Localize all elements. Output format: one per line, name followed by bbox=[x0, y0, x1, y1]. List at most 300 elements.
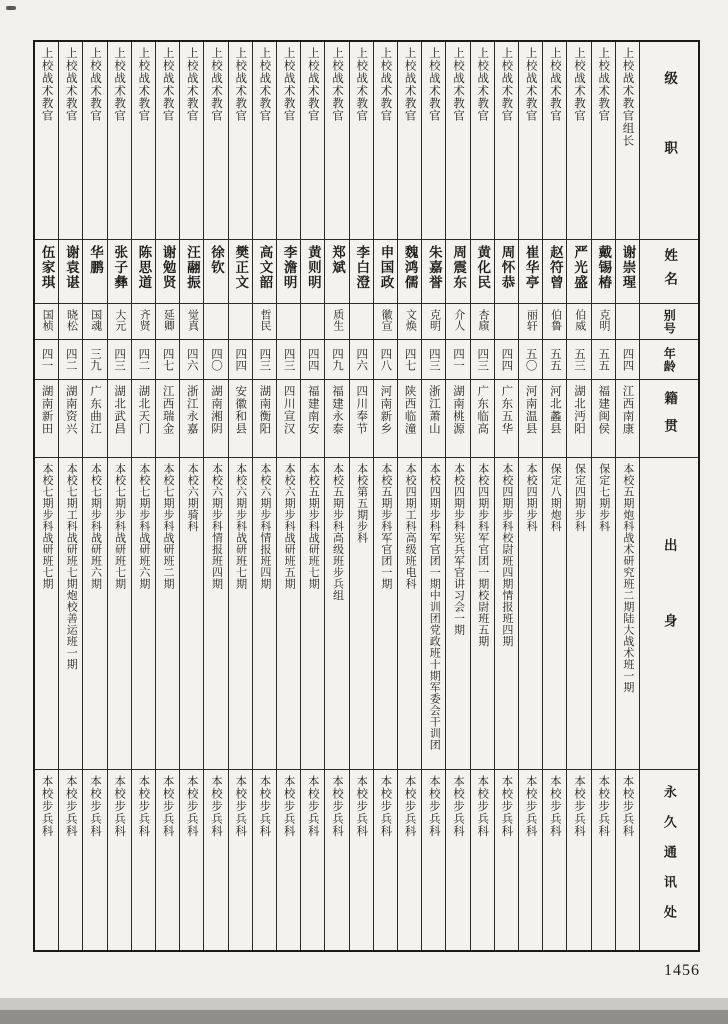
person-age-cell bbox=[374, 340, 397, 380]
person-rank-cell bbox=[422, 42, 445, 240]
person-address-cell bbox=[325, 770, 348, 950]
person-column bbox=[398, 42, 422, 950]
person-native-cell bbox=[592, 380, 615, 458]
person-age-cell bbox=[35, 340, 58, 380]
person-name-cell bbox=[519, 240, 542, 304]
person-background-cell bbox=[616, 458, 639, 770]
person-rank-cell bbox=[471, 42, 494, 240]
person-rank-cell bbox=[253, 42, 276, 240]
person-rank: 上校战术教官 bbox=[185, 47, 198, 122]
person-address-cell bbox=[108, 770, 131, 950]
person-name-cell bbox=[616, 240, 639, 304]
person-background: 本校七期步科战研班七期 bbox=[41, 463, 54, 590]
person-name-cell bbox=[446, 240, 469, 304]
person-background: 本校第五期步科 bbox=[355, 463, 368, 544]
scan-artifact bbox=[6, 6, 16, 10]
person-age-cell bbox=[301, 340, 324, 380]
person-hao-cell bbox=[108, 304, 131, 340]
person-background-cell bbox=[325, 458, 348, 770]
person-rank-cell bbox=[543, 42, 566, 240]
person-age-cell bbox=[132, 340, 155, 380]
person-background: 本校六期步科情报班四期 bbox=[210, 463, 223, 590]
person-name: 郑斌 bbox=[330, 245, 346, 275]
person-background-cell bbox=[156, 458, 179, 770]
person-hao-cell bbox=[398, 304, 421, 340]
person-column bbox=[277, 42, 301, 950]
person-hao-cell bbox=[592, 304, 615, 340]
person-rank-cell bbox=[204, 42, 227, 240]
person-name-cell bbox=[204, 240, 227, 304]
person-native-cell bbox=[59, 380, 82, 458]
person-native: 浙江永嘉 bbox=[185, 385, 198, 435]
person-name: 申国政 bbox=[378, 245, 394, 290]
person-background: 保定八期炮科 bbox=[549, 463, 562, 532]
person-address: 本校步兵科 bbox=[597, 775, 610, 838]
person-age: 五五 bbox=[597, 348, 610, 371]
person-background-cell bbox=[253, 458, 276, 770]
person-hao-cell bbox=[446, 304, 469, 340]
person-rank: 上校战术教官 bbox=[113, 47, 126, 122]
person-name-cell bbox=[398, 240, 421, 304]
person-background-cell bbox=[495, 458, 518, 770]
person-age-cell bbox=[592, 340, 615, 380]
person-age: 四八 bbox=[379, 348, 392, 371]
header-permanent-address-label: 永久通讯处 bbox=[661, 785, 677, 935]
person-hao: 国魂 bbox=[89, 309, 102, 331]
person-name-cell bbox=[156, 240, 179, 304]
person-rank: 上校战术教官 bbox=[403, 47, 416, 122]
person-native-cell bbox=[83, 380, 106, 458]
person-native: 河南温县 bbox=[524, 385, 537, 435]
person-native-cell bbox=[229, 380, 252, 458]
header-permanent-address bbox=[640, 770, 698, 950]
person-hao: 国桢 bbox=[41, 309, 54, 331]
person-hao-cell bbox=[374, 304, 397, 340]
person-rank: 上校战术教官 bbox=[64, 47, 77, 122]
person-name-cell bbox=[277, 240, 300, 304]
person-column bbox=[495, 42, 519, 950]
person-hao: 质生 bbox=[331, 309, 344, 331]
person-address-cell bbox=[471, 770, 494, 950]
person-name-cell bbox=[592, 240, 615, 304]
person-age: 四三 bbox=[282, 348, 295, 371]
person-rank-cell bbox=[519, 42, 542, 240]
person-age-cell bbox=[519, 340, 542, 380]
person-address-cell bbox=[616, 770, 639, 950]
person-hao: 丽轩 bbox=[525, 309, 538, 331]
person-address-cell bbox=[277, 770, 300, 950]
person-age: 四七 bbox=[161, 348, 174, 371]
person-address-cell bbox=[35, 770, 58, 950]
person-rank-cell bbox=[229, 42, 252, 240]
person-hao-cell bbox=[301, 304, 324, 340]
person-age-cell bbox=[350, 340, 373, 380]
person-native-cell bbox=[446, 380, 469, 458]
person-name: 伍家琪 bbox=[39, 245, 55, 290]
person-hao: 伯鲁 bbox=[549, 309, 562, 331]
person-rank: 上校战术教官 bbox=[234, 47, 247, 122]
person-rank-cell bbox=[495, 42, 518, 240]
person-native: 湖南湘阴 bbox=[209, 385, 222, 435]
header-courtesy-name-label: 别号 bbox=[662, 308, 677, 335]
person-address-cell bbox=[156, 770, 179, 950]
person-name: 谢袁谌 bbox=[63, 245, 79, 290]
person-column bbox=[592, 42, 616, 950]
person-name-cell bbox=[108, 240, 131, 304]
person-hao-cell bbox=[35, 304, 58, 340]
person-address-cell bbox=[374, 770, 397, 950]
person-name-cell bbox=[567, 240, 590, 304]
person-address: 本校步兵科 bbox=[621, 775, 634, 838]
person-age-cell bbox=[59, 340, 82, 380]
person-age: 四三 bbox=[258, 348, 271, 371]
person-rank-cell bbox=[567, 42, 590, 240]
person-native-cell bbox=[374, 380, 397, 458]
person-background: 本校四期步科军官团一期中训团党政班十期军委会干训团 bbox=[428, 463, 441, 751]
person-native: 河南新乡 bbox=[379, 385, 392, 435]
header-column bbox=[640, 42, 698, 950]
person-hao: 晓松 bbox=[65, 309, 78, 331]
person-hao-cell bbox=[132, 304, 155, 340]
person-address-cell bbox=[132, 770, 155, 950]
person-name: 汪翮振 bbox=[184, 245, 200, 290]
header-courtesy-name bbox=[640, 304, 698, 340]
person-native: 湖北沔阳 bbox=[573, 385, 586, 435]
person-native-cell bbox=[204, 380, 227, 458]
person-background-cell bbox=[108, 458, 131, 770]
person-address: 本校步兵科 bbox=[113, 775, 126, 838]
person-age: 四一 bbox=[452, 348, 465, 371]
person-native-cell bbox=[350, 380, 373, 458]
person-name: 赵符曾 bbox=[547, 245, 563, 290]
person-name: 魏鸿儒 bbox=[402, 245, 418, 290]
person-name: 谢勉贤 bbox=[160, 245, 176, 290]
person-hao-cell bbox=[277, 304, 300, 340]
person-rank: 上校战术教官 bbox=[500, 47, 513, 122]
person-background: 本校五期步科战研班七期 bbox=[307, 463, 320, 590]
person-background: 本校四期步科校尉班四期情报班四期 bbox=[500, 463, 513, 647]
person-name-cell bbox=[35, 240, 58, 304]
person-native: 湖北天门 bbox=[137, 385, 150, 435]
person-age: 三九 bbox=[88, 348, 101, 371]
person-address-cell bbox=[398, 770, 421, 950]
person-rank: 上校战术教官 bbox=[331, 47, 343, 122]
person-background-cell bbox=[301, 458, 324, 770]
person-age-cell bbox=[422, 340, 445, 380]
person-rank-cell bbox=[616, 42, 639, 240]
person-hao: 徽宣 bbox=[380, 309, 393, 331]
person-native: 河北蠡县 bbox=[548, 385, 561, 435]
header-age bbox=[640, 340, 698, 380]
person-native-cell bbox=[253, 380, 276, 458]
person-background-cell bbox=[471, 458, 494, 770]
person-native: 福建永泰 bbox=[331, 385, 343, 435]
person-age: 四六 bbox=[355, 348, 368, 371]
person-rank-cell bbox=[108, 42, 131, 240]
person-background: 本校五期步科军官团一期 bbox=[379, 463, 392, 590]
person-native-cell bbox=[108, 380, 131, 458]
person-hao-cell bbox=[229, 304, 252, 340]
person-native: 安徽和县 bbox=[234, 385, 247, 435]
person-column bbox=[108, 42, 132, 950]
person-age: 五五 bbox=[548, 348, 561, 371]
person-age: 四三 bbox=[476, 348, 489, 371]
person-background: 本校七期步科战研班六期 bbox=[89, 463, 102, 590]
person-rank-cell bbox=[301, 42, 324, 240]
person-background: 本校六期骑科 bbox=[186, 463, 199, 532]
person-address-cell bbox=[519, 770, 542, 950]
person-column bbox=[616, 42, 640, 950]
person-name-cell bbox=[180, 240, 203, 304]
person-address: 本校步兵科 bbox=[234, 775, 247, 838]
person-column bbox=[253, 42, 277, 950]
person-age-cell bbox=[616, 340, 639, 380]
person-address-cell bbox=[229, 770, 252, 950]
person-address-cell bbox=[446, 770, 469, 950]
person-age-cell bbox=[325, 340, 348, 380]
person-native-cell bbox=[156, 380, 179, 458]
person-age: 五〇 bbox=[524, 348, 537, 371]
person-name: 戴锡椿 bbox=[596, 245, 612, 290]
person-hao: 介人 bbox=[452, 309, 465, 331]
person-rank-cell bbox=[156, 42, 179, 240]
person-native: 江西瑞金 bbox=[161, 385, 174, 435]
person-address: 本校步兵科 bbox=[331, 775, 343, 838]
person-native: 湖北武昌 bbox=[113, 385, 126, 435]
person-name-cell bbox=[325, 240, 348, 304]
person-rank: 上校战术教官 bbox=[548, 47, 561, 122]
person-rank: 上校战术教官 bbox=[524, 47, 537, 122]
person-age: 四四 bbox=[234, 348, 247, 371]
person-background-cell bbox=[592, 458, 615, 770]
person-hao-cell bbox=[495, 304, 518, 340]
person-background: 本校四期工科高级班电科 bbox=[404, 463, 417, 590]
person-address-cell bbox=[180, 770, 203, 950]
person-hao: 克明 bbox=[597, 309, 610, 331]
person-name-cell bbox=[543, 240, 566, 304]
person-rank: 上校战术教官 bbox=[476, 47, 489, 122]
person-age: 四四 bbox=[500, 348, 513, 371]
scan-edge-shadow-dark bbox=[0, 1010, 728, 1024]
person-native-cell bbox=[301, 380, 324, 458]
person-hao-cell bbox=[59, 304, 82, 340]
person-native-cell bbox=[35, 380, 58, 458]
person-address-cell bbox=[567, 770, 590, 950]
person-name-cell bbox=[374, 240, 397, 304]
person-age-cell bbox=[204, 340, 227, 380]
person-rank: 上校战术教官 bbox=[597, 47, 610, 122]
person-hao-cell bbox=[253, 304, 276, 340]
person-address: 本校步兵科 bbox=[355, 775, 368, 838]
person-name-cell bbox=[83, 240, 106, 304]
person-native-cell bbox=[132, 380, 155, 458]
person-rank: 上校战术教官 bbox=[258, 47, 271, 122]
person-column bbox=[83, 42, 107, 950]
person-address-cell bbox=[301, 770, 324, 950]
person-hao-cell bbox=[422, 304, 445, 340]
person-native: 广东曲江 bbox=[88, 385, 101, 435]
person-background: 本校五期步科高级班步兵组 bbox=[331, 463, 344, 601]
person-background: 本校四期步科宪兵军官讲习会一期 bbox=[452, 463, 465, 636]
person-name: 崔华亭 bbox=[523, 245, 539, 290]
person-rank: 上校战术教官 bbox=[379, 47, 392, 122]
person-address: 本校步兵科 bbox=[427, 775, 440, 838]
person-age: 四七 bbox=[403, 348, 416, 371]
person-hao: 伯威 bbox=[573, 309, 586, 331]
person-background: 保定四期步科 bbox=[573, 463, 586, 532]
header-name-label: 姓名 bbox=[662, 248, 678, 295]
person-address: 本校步兵科 bbox=[258, 775, 271, 838]
person-age-cell bbox=[446, 340, 469, 380]
person-address-cell bbox=[495, 770, 518, 950]
person-background-cell bbox=[519, 458, 542, 770]
person-background: 本校七期工科战研班七期炮校善运班一期 bbox=[65, 463, 78, 670]
person-address-cell bbox=[253, 770, 276, 950]
header-native-place-label: 籍贯 bbox=[662, 391, 678, 446]
person-age-cell bbox=[543, 340, 566, 380]
person-rank-cell bbox=[277, 42, 300, 240]
person-name: 严光盛 bbox=[572, 245, 588, 290]
person-name-cell bbox=[350, 240, 373, 304]
person-age: 四二 bbox=[64, 348, 77, 371]
person-hao-cell bbox=[180, 304, 203, 340]
person-age: 四三 bbox=[427, 348, 440, 371]
person-background: 本校七期步科战研班二期 bbox=[162, 463, 175, 590]
person-hao-cell bbox=[204, 304, 227, 340]
person-background-cell bbox=[277, 458, 300, 770]
person-rank: 上校战术教官 bbox=[452, 47, 465, 122]
person-background-cell bbox=[229, 458, 252, 770]
person-native: 陕西临潼 bbox=[403, 385, 416, 435]
person-native-cell bbox=[495, 380, 518, 458]
person-address: 本校步兵科 bbox=[161, 775, 174, 838]
person-native: 浙江萧山 bbox=[427, 385, 440, 435]
person-background: 本校七期步科战研班六期 bbox=[137, 463, 150, 590]
header-name bbox=[640, 240, 698, 304]
person-background: 本校四期步科 bbox=[525, 463, 538, 532]
person-background-cell bbox=[59, 458, 82, 770]
person-background: 本校七期步科战研班七期 bbox=[113, 463, 126, 590]
person-age-cell bbox=[398, 340, 421, 380]
person-hao-cell bbox=[471, 304, 494, 340]
person-native: 广东临高 bbox=[476, 385, 489, 435]
person-native: 湖南新田 bbox=[40, 385, 53, 435]
person-name: 高文韶 bbox=[257, 245, 273, 290]
page-number: 1456 bbox=[664, 962, 700, 979]
person-address: 本校步兵科 bbox=[209, 775, 222, 838]
person-native-cell bbox=[471, 380, 494, 458]
person-native-cell bbox=[398, 380, 421, 458]
person-native-cell bbox=[616, 380, 639, 458]
person-background-cell bbox=[422, 458, 445, 770]
person-age: 四六 bbox=[185, 348, 198, 371]
header-native-place bbox=[640, 380, 698, 458]
header-rank bbox=[640, 42, 698, 240]
person-name: 樊正文 bbox=[233, 245, 249, 290]
person-background-cell bbox=[35, 458, 58, 770]
person-rank-cell bbox=[398, 42, 421, 240]
person-column bbox=[567, 42, 591, 950]
person-column bbox=[156, 42, 180, 950]
person-name: 徐钦 bbox=[209, 245, 225, 275]
person-rank: 上校战术教官 bbox=[427, 47, 440, 122]
person-background-cell bbox=[350, 458, 373, 770]
person-background-cell bbox=[543, 458, 566, 770]
person-rank: 上校战术教官 bbox=[137, 47, 150, 122]
person-background-cell bbox=[180, 458, 203, 770]
person-column bbox=[35, 42, 59, 950]
person-native: 四川奉节 bbox=[355, 385, 368, 435]
person-rank-cell bbox=[350, 42, 373, 240]
person-rank: 上校战术教官 bbox=[40, 47, 53, 122]
person-address: 本校步兵科 bbox=[64, 775, 77, 838]
person-name: 李白澄 bbox=[354, 245, 370, 290]
person-background-cell bbox=[132, 458, 155, 770]
person-column bbox=[543, 42, 567, 950]
person-rank-cell bbox=[374, 42, 397, 240]
person-column bbox=[471, 42, 495, 950]
person-background: 保定七期步科 bbox=[597, 463, 610, 532]
person-age: 四三 bbox=[113, 348, 126, 371]
person-rank-cell bbox=[325, 42, 348, 240]
person-age: 四九 bbox=[331, 348, 343, 371]
person-name-cell bbox=[253, 240, 276, 304]
person-native: 江西南康 bbox=[621, 385, 634, 435]
person-native: 湖南衡阳 bbox=[258, 385, 271, 435]
person-age-cell bbox=[277, 340, 300, 380]
person-name: 陈思道 bbox=[136, 245, 152, 290]
person-native: 广东五华 bbox=[500, 385, 513, 435]
person-name: 朱嘉誉 bbox=[426, 245, 442, 290]
person-native: 四川宣汉 bbox=[282, 385, 295, 435]
header-age-label: 年龄 bbox=[662, 346, 677, 373]
person-rank: 上校战术教官组长 bbox=[621, 47, 634, 147]
person-hao: 克明 bbox=[428, 309, 441, 331]
person-address-cell bbox=[543, 770, 566, 950]
person-rank: 上校战术教官 bbox=[306, 47, 319, 122]
person-age: 四〇 bbox=[209, 348, 222, 371]
person-age-cell bbox=[471, 340, 494, 380]
header-rank-label: 级职 bbox=[662, 71, 678, 210]
person-age: 五三 bbox=[573, 348, 586, 371]
person-hao-cell bbox=[350, 304, 373, 340]
person-background-cell bbox=[398, 458, 421, 770]
person-background: 本校六期步科战研班七期 bbox=[234, 463, 247, 590]
person-age-cell bbox=[567, 340, 590, 380]
person-hao-cell bbox=[616, 304, 639, 340]
person-age: 四四 bbox=[621, 348, 634, 371]
person-column bbox=[325, 42, 349, 950]
person-name-cell bbox=[59, 240, 82, 304]
person-native-cell bbox=[567, 380, 590, 458]
person-background: 本校四期步科军官团一期校尉班五期 bbox=[476, 463, 489, 647]
person-address: 本校步兵科 bbox=[88, 775, 101, 838]
person-column bbox=[132, 42, 156, 950]
header-background bbox=[640, 458, 698, 770]
person-hao: 觉真 bbox=[186, 309, 199, 331]
roster-table bbox=[33, 40, 700, 952]
person-column bbox=[204, 42, 228, 950]
person-rank-cell bbox=[35, 42, 58, 240]
person-rank: 上校战术教官 bbox=[88, 47, 101, 122]
person-native-cell bbox=[325, 380, 348, 458]
person-hao-cell bbox=[567, 304, 590, 340]
person-address: 本校步兵科 bbox=[282, 775, 295, 838]
person-hao-cell bbox=[156, 304, 179, 340]
person-column bbox=[446, 42, 470, 950]
person-rank: 上校战术教官 bbox=[573, 47, 586, 122]
person-name: 张子彝 bbox=[112, 245, 128, 290]
